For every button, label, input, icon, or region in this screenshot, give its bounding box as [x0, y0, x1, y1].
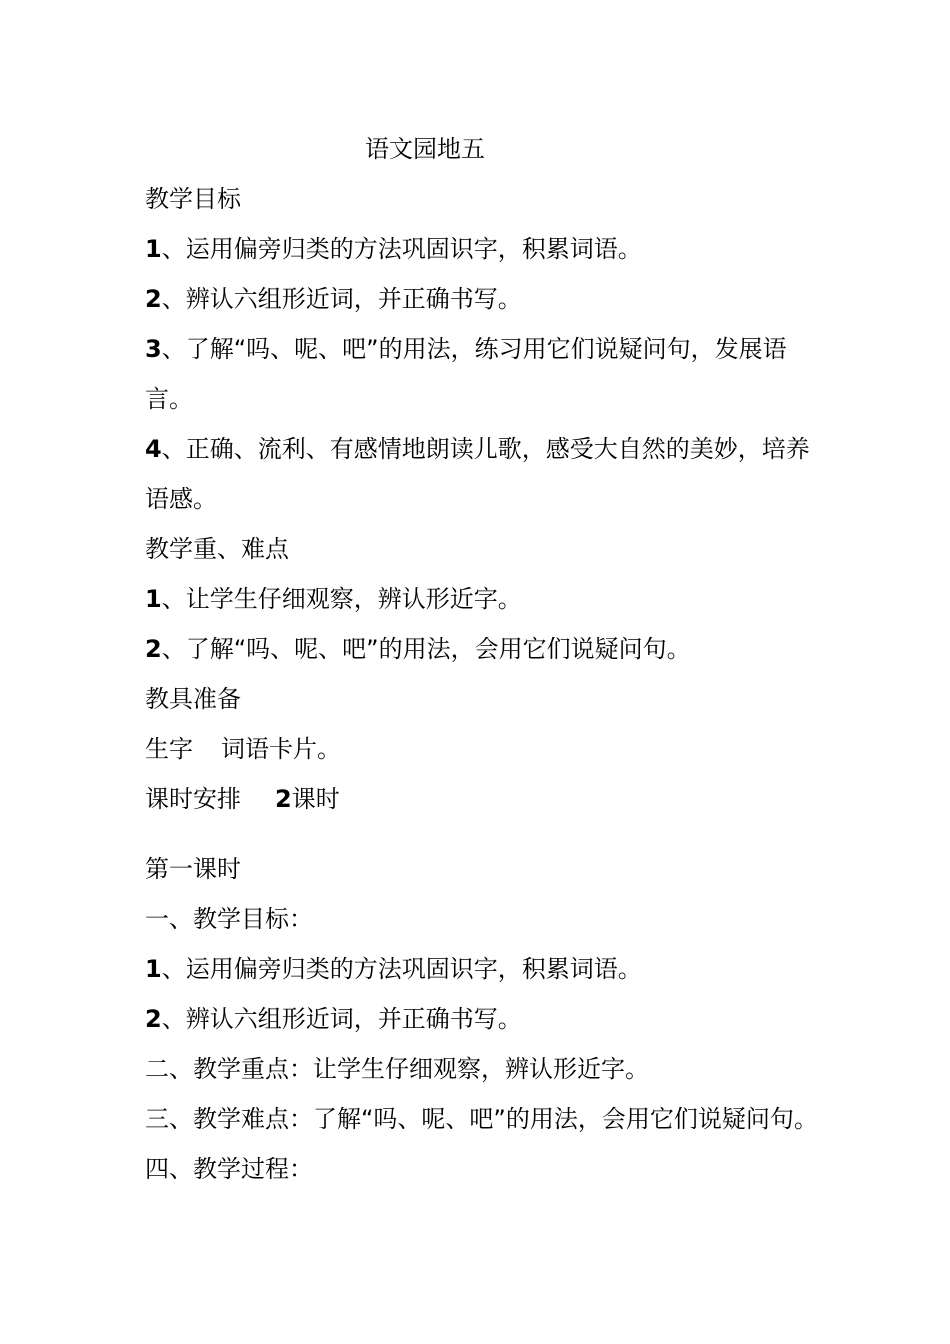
key-point-item-2-text: 、了解“吗、呢、吧”的用法，会用它们说疑问句。 — [161, 635, 691, 663]
lesson-one-goal-2 — [145, 1001, 845, 1037]
lesson-one-process-heading: 四、教学过程： — [145, 1155, 313, 1183]
lesson-one-difficulty: 三、教学难点：了解“吗、呢、吧”的用法，会用它们说疑问句。 — [145, 1105, 818, 1133]
schedule-count: 2 — [275, 785, 292, 813]
key-point-item-2 — [145, 631, 845, 667]
teaching-tools-heading: 教具准备 — [145, 685, 241, 713]
goal-item-4-continuation: 语感。 — [145, 485, 217, 513]
goal-item-3 — [145, 331, 845, 367]
lesson-one-heading: 第一课时 — [145, 855, 241, 883]
lesson-one-goal-1-number: 1 — [145, 955, 162, 983]
lesson-one-goal-2-number: 2 — [145, 1005, 162, 1033]
schedule-label: 课时安排 — [145, 785, 241, 813]
lesson-one-goals-heading: 一、教学目标： — [145, 905, 313, 933]
key-point-item-1-text: 、让学生仔细观察，辨认形近字。 — [161, 585, 522, 613]
key-point-item-1 — [145, 581, 845, 617]
goal-item-1 — [145, 231, 845, 267]
lesson-one-goal-2-text: 、辨认六组形近词，并正确书写。 — [161, 1005, 522, 1033]
lesson-one-key-point: 二、教学重点：让学生仔细观察，辨认形近字。 — [145, 1055, 649, 1083]
teaching-tools-line — [145, 731, 845, 767]
teaching-tools-item-a: 生字 — [145, 735, 193, 763]
goal-item-1-number: 1 — [145, 235, 162, 263]
goal-item-4-number: 4 — [145, 435, 162, 463]
key-point-item-2-number: 2 — [145, 635, 162, 663]
lesson-one-goal-1-text: 、运用偏旁归类的方法巩固识字，积累词语。 — [161, 955, 642, 983]
goal-item-4-text: 、正确、流利、有感情地朗读儿歌，感受大自然的美妙，培养 — [161, 435, 810, 463]
teaching-tools-item-b: 词语卡片。 — [221, 735, 341, 763]
goal-item-3-number: 3 — [145, 335, 162, 363]
goal-item-3-text: 、了解“吗、呢、吧”的用法，练习用它们说疑问句，发展语 — [161, 335, 787, 363]
schedule-line — [145, 781, 845, 817]
teaching-goals-heading: 教学目标 — [145, 185, 241, 213]
document-title: 语文园地五 — [365, 135, 485, 163]
goal-item-2 — [145, 281, 845, 317]
goal-item-2-number: 2 — [145, 285, 162, 313]
goal-item-4 — [145, 431, 845, 467]
goal-item-1-text: 、运用偏旁归类的方法巩固识字，积累词语。 — [161, 235, 642, 263]
goal-item-3-continuation: 言。 — [145, 385, 193, 413]
key-point-item-1-number: 1 — [145, 585, 162, 613]
key-difficult-points-heading: 教学重、难点 — [145, 535, 289, 563]
lesson-one-goal-1 — [145, 951, 845, 987]
schedule-unit: 课时 — [291, 785, 340, 813]
goal-item-2-text: 、辨认六组形近词，并正确书写。 — [161, 285, 522, 313]
